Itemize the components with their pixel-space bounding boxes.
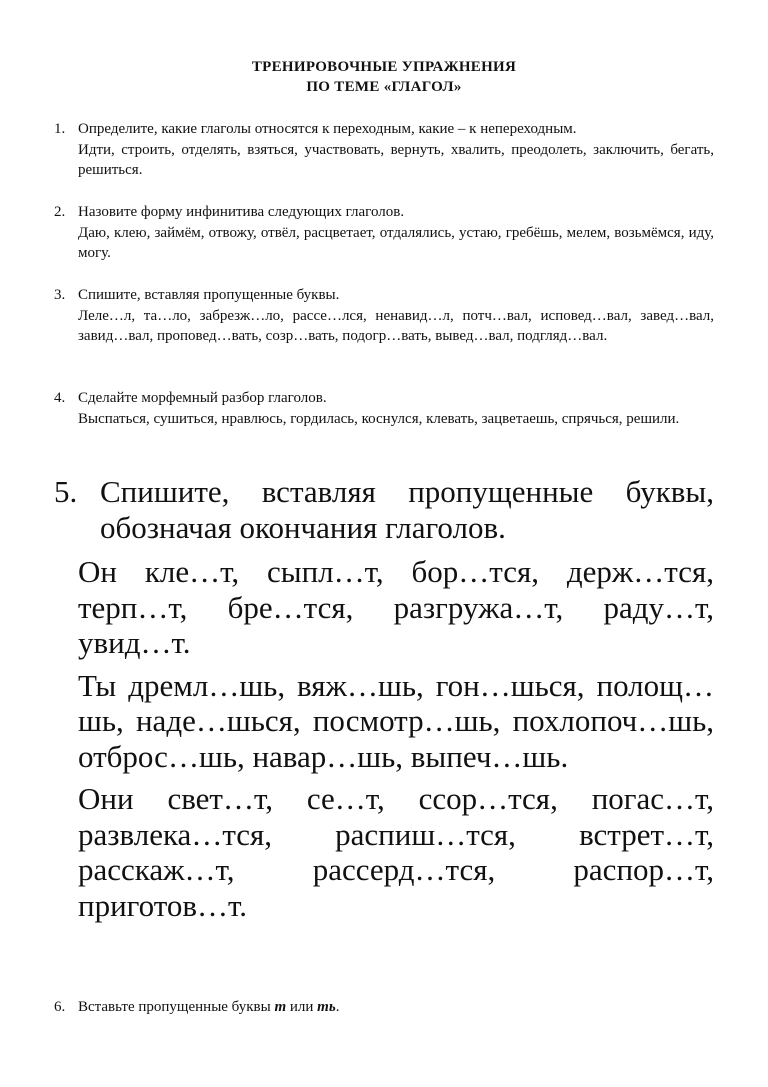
- exercise-4: [54, 388, 714, 429]
- exercise-number: 3.: [54, 287, 66, 303]
- exercise-number: 4.: [54, 390, 66, 406]
- page-title-line-1: ТРЕНИРОВОЧНЫЕ УПРАЖНЕНИЯ: [251, 59, 517, 75]
- option-t: т: [274, 999, 287, 1015]
- exercise-5: [54, 474, 714, 923]
- exercise-6: [54, 997, 714, 1018]
- exercise-3: [54, 285, 714, 347]
- exercise-body: Леле…л, та…ло, забрезж…ло, рассе…лся, ненавид…л, потч…вал, исповед…вал, завед…вал, завид…вал, проповед…вать, созр…вать, подогр…вать, вывед…вал, подгляд…вал.: [78, 307, 714, 344]
- exercise-paragraph-ty: Ты дремл…шь, вяж…шь, гон…шься, полощ…шь, наде…шься, посмотр…шь, похлопоч…шь, отброс…шь, навар…шь, выпеч…шь.: [78, 667, 714, 774]
- exercise-number: 1.: [54, 121, 66, 137]
- exercise-number: 5.: [54, 474, 78, 509]
- exercise-2: [54, 202, 714, 264]
- exercise-paragraph-oni: Они свет…т, се…т, ссор…тся, погас…т, развлека…тся, распиш…тся, встрет…т, расскаж…т, рассерд…тся, распор…т, приготов…т.: [78, 781, 714, 923]
- exercise-1: [54, 119, 714, 181]
- exercise-instruction: Спишите, вставляя пропущенные буквы.: [78, 287, 340, 303]
- exercise-instruction: [78, 997, 714, 1018]
- exercise-instruction: Сделайте морфемный разбор глаголов.: [78, 390, 327, 406]
- instruction-end: .: [335, 999, 340, 1015]
- exercise-body: Выспаться, сушиться, нравлюсь, гордилась, коснулся, клевать, зацветаешь, спрячься, решили.: [78, 410, 680, 427]
- instruction-text: Вставьте пропущенные буквы: [78, 999, 275, 1015]
- exercise-number: 2.: [54, 204, 66, 220]
- option-t-soft-sign: ть: [317, 999, 336, 1015]
- exercise-body: Даю, клею, займём, отвожу, отвёл, расцветает, отдалялись, устаю, гребёшь, мелем, возьмёмся, иду, могу.: [78, 224, 714, 261]
- exercise-instruction: Назовите форму инфинитива следующих глаголов.: [78, 204, 405, 220]
- exercise-body: Идти, строить, отделять, взяться, участвовать, вернуть, хвалить, преодолеть, заключить, бегать, решиться.: [78, 141, 714, 178]
- instruction-connector: или: [286, 999, 318, 1015]
- page-title-line-2: ПО ТЕМЕ «ГЛАГОЛ»: [306, 79, 462, 95]
- exercise-number: 6.: [54, 999, 66, 1015]
- exercise-instruction: Спишите, вставляя пропущенные буквы, обозначая окончания глаголов.: [100, 474, 714, 545]
- exercise-paragraph-on: Он кле…т, сыпл…т, бор…тся, держ…тся, терп…т, бре…тся, разгружа…т, раду…т, увид…т.: [78, 554, 714, 660]
- exercise-instruction: Определите, какие глаголы относятся к переходным, какие – к непереходным.: [78, 121, 577, 137]
